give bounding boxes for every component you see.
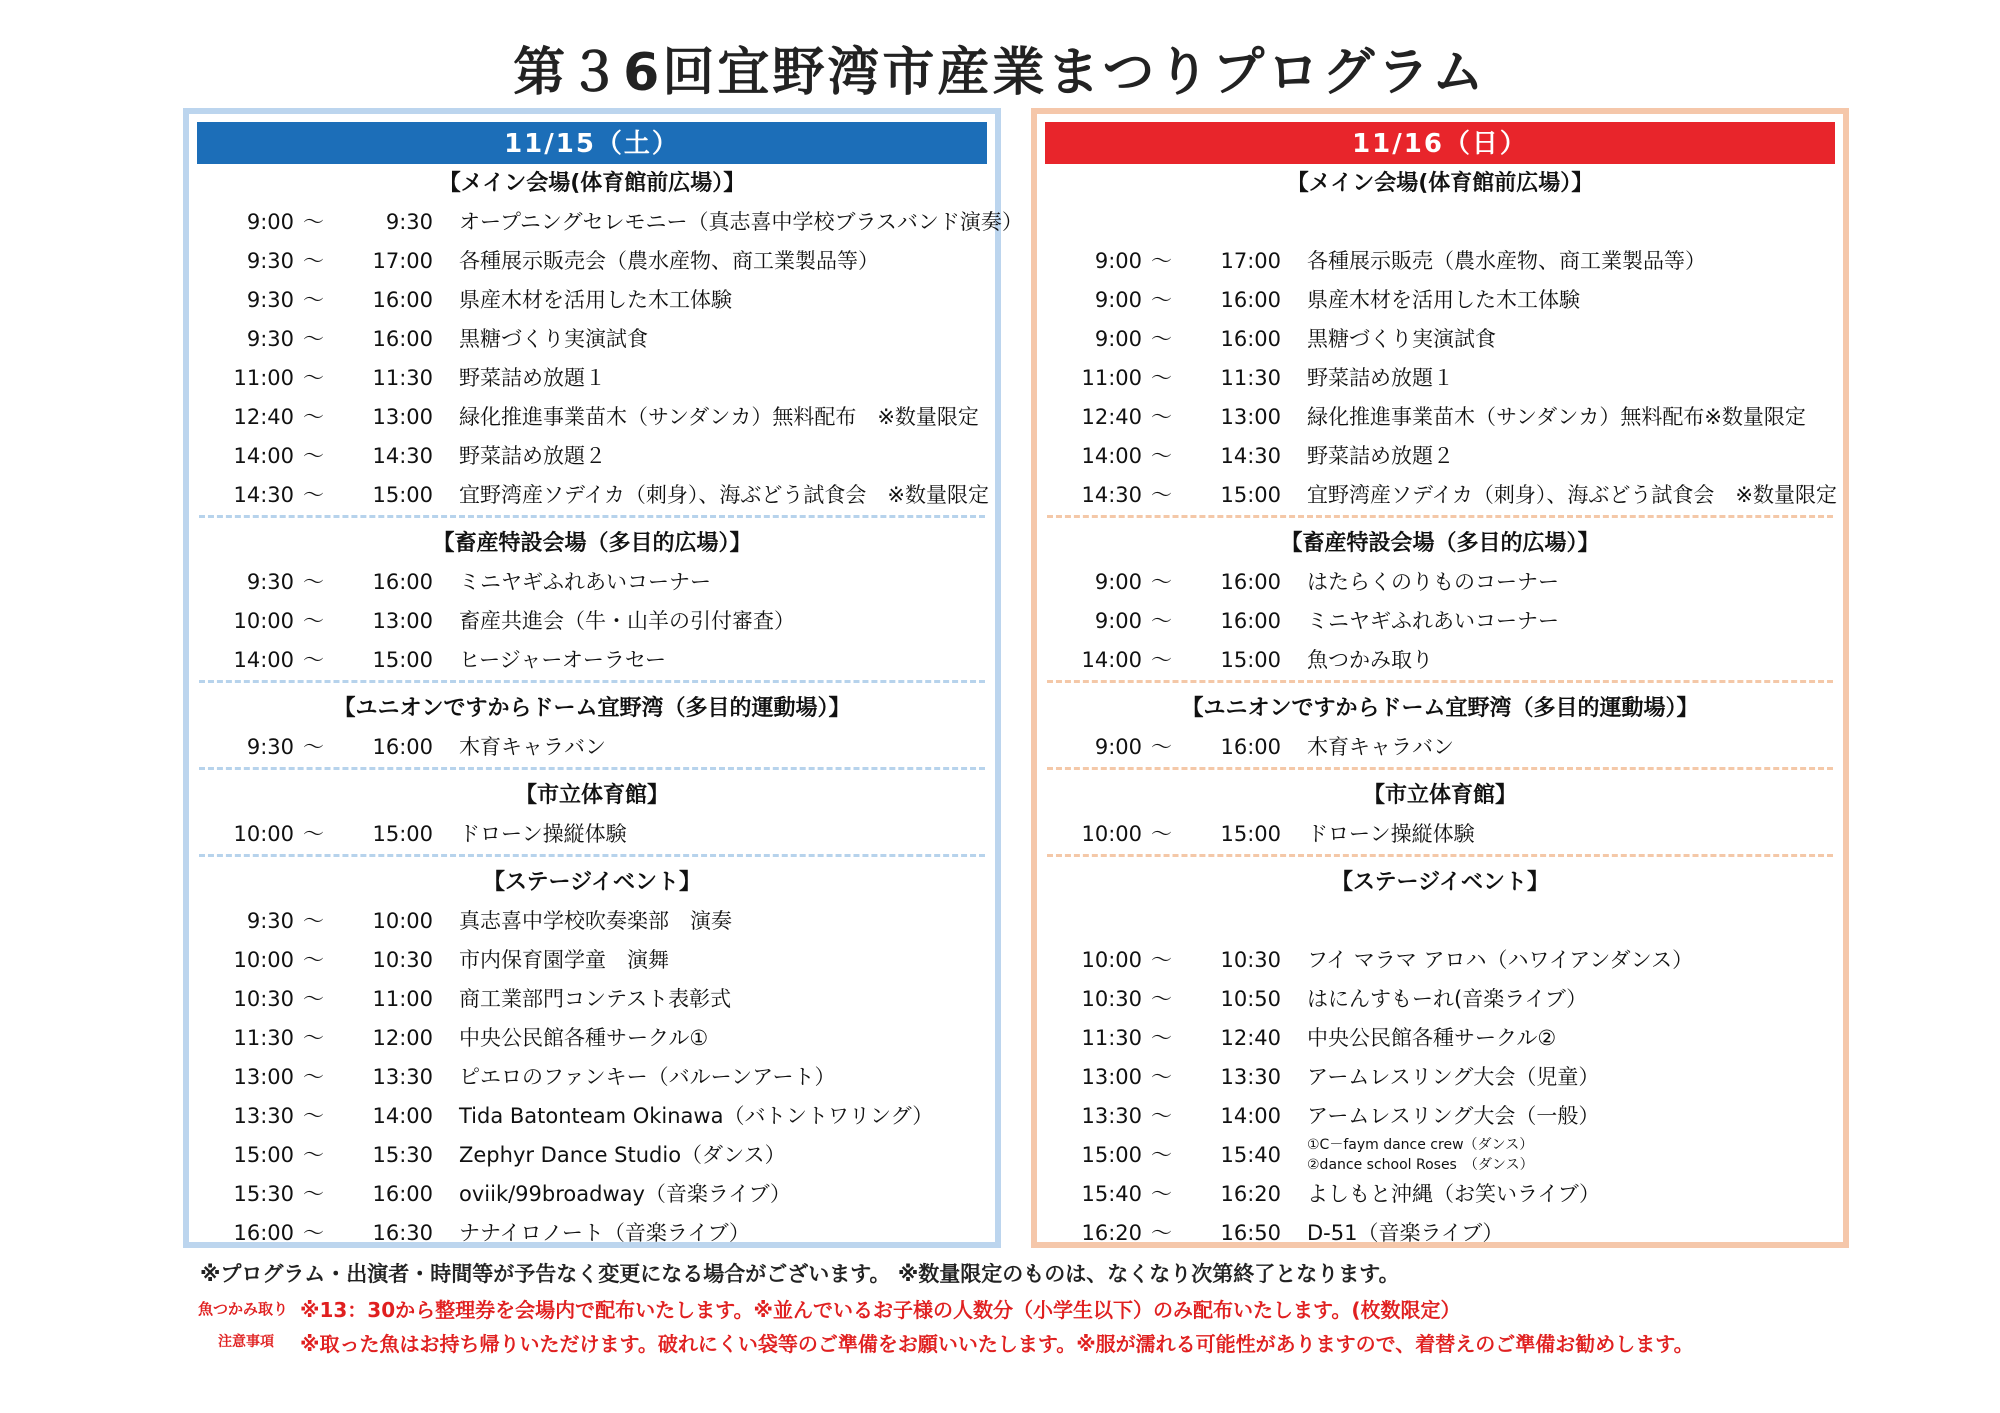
start-time: 10:00 xyxy=(1081,822,1142,846)
schedule-row xyxy=(189,602,995,641)
time-separator: ～ xyxy=(1151,327,1172,351)
event-name: 野菜詰め放題２ xyxy=(459,444,606,468)
start-time: 9:30 xyxy=(246,909,294,933)
venue-header: 【ユニオンですからドーム宜野湾（多目的運動場）】 xyxy=(333,696,851,721)
event-name: 中央公民館各種サークル② xyxy=(1307,1026,1557,1050)
end-time: 16:00 xyxy=(1220,288,1281,312)
start-time: 15:00 xyxy=(1081,1143,1142,1167)
time-separator: ～ xyxy=(303,909,324,933)
event-name: 畜産共進会（牛・山羊の引付審査） xyxy=(459,609,795,633)
event-name: 野菜詰め放題１ xyxy=(1307,366,1454,390)
end-time: 9:30 xyxy=(385,210,433,234)
venue-separator xyxy=(199,854,985,863)
end-time: 15:00 xyxy=(1220,483,1281,507)
event-name: オープニングセレモニー（真志喜中学校ブラスバンド演奏） xyxy=(459,210,1023,234)
venue-header: 【メイン会場(体育館前広場）】 xyxy=(1286,171,1594,196)
schedule-row xyxy=(1037,1097,1843,1136)
event-name: ヒージャーオーラセー xyxy=(459,648,667,672)
venue-separator xyxy=(1047,515,1833,524)
schedule-row xyxy=(189,437,995,476)
start-time: 13:30 xyxy=(1081,1104,1142,1128)
schedule-row xyxy=(189,1175,995,1214)
schedule-row xyxy=(189,728,995,767)
time-separator: ～ xyxy=(303,735,324,759)
event-name: ドローン操縦体験 xyxy=(459,822,627,846)
end-time: 15:00 xyxy=(1220,648,1281,672)
event-name: 緑化推進事業苗木（サンダンカ）無料配布※数量限定 xyxy=(1307,405,1806,429)
event-name: ミニヤギふれあいコーナー xyxy=(459,570,711,594)
time-separator: ～ xyxy=(1151,1104,1172,1128)
start-time: 14:30 xyxy=(233,483,294,507)
start-time: 10:00 xyxy=(1081,948,1142,972)
start-time: 13:30 xyxy=(233,1104,294,1128)
schedule-row xyxy=(189,242,995,281)
schedule-row xyxy=(1037,359,1843,398)
time-separator: ～ xyxy=(303,648,324,672)
event-name: 県産木材を活用した木工体験 xyxy=(459,288,732,312)
schedule-row xyxy=(1037,641,1843,680)
time-separator: ～ xyxy=(1151,987,1172,1011)
time-separator: ～ xyxy=(1151,249,1172,273)
schedule-row xyxy=(189,563,995,602)
end-time: 10:50 xyxy=(1220,987,1281,1011)
event-name: 緑化推進事業苗木（サンダンカ）無料配布 ※数量限定 xyxy=(459,405,979,429)
time-separator: ～ xyxy=(1151,1065,1172,1089)
time-separator: ～ xyxy=(1151,1182,1172,1206)
event-name: 各種展示販売会（農水産物、商工業製品等） xyxy=(459,249,879,273)
venue-header: 【メイン会場(体育館前広場）】 xyxy=(438,171,746,196)
event-name: 野菜詰め放題２ xyxy=(1307,444,1454,468)
event-name: 木育キャラバン xyxy=(459,735,606,759)
end-time: 13:30 xyxy=(372,1065,433,1089)
day1-date-bar: 11/15（土） xyxy=(197,122,987,164)
venue-header: 【ステージイベント】 xyxy=(1330,870,1550,895)
end-time: 11:30 xyxy=(372,366,433,390)
end-time: 16:00 xyxy=(1220,327,1281,351)
time-separator: ～ xyxy=(1151,609,1172,633)
schedule-row xyxy=(189,902,995,941)
event-name: はたらくのりものコーナー xyxy=(1307,570,1559,594)
schedule-row xyxy=(1037,815,1843,854)
notice-text: ※プログラム・出演者・時間等が予告なく変更になる場合がございます。 ※数量限定のものは、なくなり次第終了となります。 xyxy=(200,1262,1400,1286)
schedule-row xyxy=(1037,1175,1843,1214)
time-separator: ～ xyxy=(1151,648,1172,672)
start-time: 10:30 xyxy=(233,987,294,1011)
time-separator: ～ xyxy=(1151,735,1172,759)
end-time: 14:00 xyxy=(1220,1104,1281,1128)
event-name: 宜野湾産ソデイカ（刺身）、海ぶどう試食会 ※数量限定 xyxy=(1307,483,1837,507)
time-separator: ～ xyxy=(303,1221,324,1245)
schedule-row xyxy=(189,320,995,359)
end-time: 16:30 xyxy=(372,1221,433,1245)
start-time: 13:00 xyxy=(1081,1065,1142,1089)
venue-header: 【市立体育館】 xyxy=(1362,783,1517,808)
venue-header: 【市立体育館】 xyxy=(514,783,669,808)
event-name: ミニヤギふれあいコーナー xyxy=(1307,609,1559,633)
event-name: 宜野湾産ソデイカ（刺身）、海ぶどう試食会 ※数量限定 xyxy=(459,483,989,507)
time-separator: ～ xyxy=(1151,366,1172,390)
schedule-row xyxy=(1037,281,1843,320)
schedule-row xyxy=(1037,398,1843,437)
start-time: 9:30 xyxy=(246,288,294,312)
venue-separator xyxy=(1047,680,1833,689)
schedule-row xyxy=(1037,320,1843,359)
day2-schedule xyxy=(1037,164,1843,1253)
start-time: 16:20 xyxy=(1081,1221,1142,1245)
schedule-row xyxy=(1037,563,1843,602)
time-separator: ～ xyxy=(1151,1026,1172,1050)
time-separator: ～ xyxy=(1151,948,1172,972)
schedule-row xyxy=(189,1019,995,1058)
fish-notice-label: 魚つかみ取り xyxy=(198,1300,289,1318)
start-time: 9:00 xyxy=(246,210,294,234)
schedule-row xyxy=(189,203,1023,242)
venue-separator xyxy=(1047,854,1833,863)
fish-notice-label-2: 注意事項 xyxy=(218,1334,274,1350)
start-time: 9:00 xyxy=(1094,249,1142,273)
blank-row xyxy=(1037,902,1843,941)
schedule-row xyxy=(189,1136,995,1175)
end-time: 16:00 xyxy=(372,570,433,594)
schedule-row xyxy=(189,1097,995,1136)
time-separator: ～ xyxy=(303,327,324,351)
time-separator: ～ xyxy=(303,405,324,429)
event-name: 県産木材を活用した木工体験 xyxy=(1307,288,1580,312)
schedule-row xyxy=(189,1214,995,1253)
time-separator: ～ xyxy=(303,570,324,594)
end-time: 16:00 xyxy=(372,288,433,312)
day2-date-bar: 11/16（日） xyxy=(1045,122,1835,164)
time-separator: ～ xyxy=(1151,288,1172,312)
event-name: 黒糖づくり実演試食 xyxy=(1307,327,1496,351)
time-separator: ～ xyxy=(1151,405,1172,429)
venue-header: 【ユニオンですからドーム宜野湾（多目的運動場）】 xyxy=(1181,696,1699,721)
day1-schedule xyxy=(189,164,1023,1253)
time-separator: ～ xyxy=(1151,822,1172,846)
schedule-row xyxy=(1037,941,1843,980)
end-time: 10:00 xyxy=(372,909,433,933)
start-time: 10:00 xyxy=(233,948,294,972)
event-name: Zephyr Dance Studio（ダンス） xyxy=(459,1143,786,1167)
event-name: ①C－faym dance crew（ダンス） xyxy=(1307,1137,1534,1153)
start-time: 14:00 xyxy=(1081,444,1142,468)
schedule-row xyxy=(1037,602,1843,641)
event-name: 中央公民館各種サークル① xyxy=(459,1026,709,1050)
schedule-row xyxy=(1037,437,1843,476)
start-time: 9:00 xyxy=(1094,570,1142,594)
time-separator: ～ xyxy=(303,1026,324,1050)
end-time: 14:30 xyxy=(372,444,433,468)
event-name: よしもと沖縄（お笑いライブ） xyxy=(1307,1182,1600,1206)
event-name: アームレスリング大会（児童） xyxy=(1307,1065,1600,1089)
start-time: 9:30 xyxy=(246,249,294,273)
start-time: 13:00 xyxy=(233,1065,294,1089)
time-separator: ～ xyxy=(1151,1221,1172,1245)
start-time: 9:00 xyxy=(1094,288,1142,312)
schedule-row xyxy=(1037,728,1843,767)
time-separator: ～ xyxy=(303,1065,324,1089)
start-time: 9:30 xyxy=(246,735,294,759)
event-name: フイ マラマ アロハ（ハワイアンダンス） xyxy=(1307,948,1694,972)
schedule-row xyxy=(189,359,995,398)
end-time: 11:00 xyxy=(372,987,433,1011)
end-time: 17:00 xyxy=(1220,249,1281,273)
event-name: Tida Batonteam Okinawa（バトントワリング） xyxy=(459,1104,934,1128)
start-time: 16:00 xyxy=(233,1221,294,1245)
event-name: ナナイロノート（音楽ライブ） xyxy=(459,1221,750,1245)
end-time: 16:50 xyxy=(1220,1221,1281,1245)
end-time: 11:30 xyxy=(1220,366,1281,390)
start-time: 9:00 xyxy=(1094,609,1142,633)
start-time: 12:40 xyxy=(1081,405,1142,429)
end-time: 10:30 xyxy=(1220,948,1281,972)
schedule-row xyxy=(189,980,995,1019)
schedule-row xyxy=(1037,1214,1843,1253)
start-time: 14:30 xyxy=(1081,483,1142,507)
schedule-row xyxy=(1037,1058,1843,1097)
time-separator: ～ xyxy=(303,288,324,312)
start-time: 14:00 xyxy=(233,444,294,468)
venue-header: 【畜産特設会場（多目的広場）】 xyxy=(1280,531,1600,556)
event-name: ドローン操縦体験 xyxy=(1307,822,1475,846)
day1-panel xyxy=(183,108,1023,1248)
start-time: 9:00 xyxy=(1094,327,1142,351)
event-name: oviik/99broadway（音楽ライブ） xyxy=(459,1182,791,1206)
end-time: 12:00 xyxy=(372,1026,433,1050)
end-time: 13:30 xyxy=(1220,1065,1281,1089)
schedule-row xyxy=(189,941,995,980)
day2-panel xyxy=(1031,108,1849,1248)
event-name: アームレスリング大会（一般） xyxy=(1307,1104,1600,1128)
schedule-row xyxy=(189,815,995,854)
event-name-2: ②dance school Roses （ダンス） xyxy=(1307,1157,1534,1173)
event-name: 木育キャラバン xyxy=(1307,735,1454,759)
start-time: 10:00 xyxy=(233,822,294,846)
schedule-row xyxy=(189,641,995,680)
time-separator: ～ xyxy=(1151,483,1172,507)
start-time: 9:00 xyxy=(1094,735,1142,759)
schedule-row xyxy=(189,281,995,320)
end-time: 15:40 xyxy=(1220,1143,1281,1167)
event-name: 真志喜中学校吹奏楽部 演奏 xyxy=(459,909,732,933)
time-separator: ～ xyxy=(303,822,324,846)
time-separator: ～ xyxy=(303,609,324,633)
time-separator: ～ xyxy=(303,210,324,234)
start-time: 9:30 xyxy=(246,327,294,351)
schedule-row xyxy=(1037,1019,1843,1058)
end-time: 16:20 xyxy=(1220,1182,1281,1206)
start-time: 11:00 xyxy=(233,366,294,390)
venue-header: 【畜産特設会場（多目的広場）】 xyxy=(432,531,752,556)
event-name: 魚つかみ取り xyxy=(1307,648,1433,672)
schedule-row xyxy=(1037,1136,1843,1175)
event-name: 黒糖づくり実演試食 xyxy=(459,327,648,351)
end-time: 16:00 xyxy=(372,1182,433,1206)
start-time: 11:00 xyxy=(1081,366,1142,390)
end-time: 16:00 xyxy=(372,735,433,759)
event-name: 市内保育園学童 演舞 xyxy=(459,948,669,972)
schedule-row xyxy=(189,476,995,515)
venue-separator xyxy=(199,680,985,689)
start-time: 12:40 xyxy=(233,405,294,429)
schedule-row xyxy=(189,1058,995,1097)
time-separator: ～ xyxy=(303,1104,324,1128)
event-name: はにんすもーれ(音楽ライブ） xyxy=(1307,987,1588,1011)
end-time: 14:00 xyxy=(372,1104,433,1128)
schedule-row xyxy=(1037,980,1843,1019)
start-time: 15:40 xyxy=(1081,1182,1142,1206)
fish-notice-line-2: ※取った魚はお持ち帰りいただけます。破れにくい袋等のご準備をお願いいたします。※服が濡れる可能性がありますので、着替えのご準備お勧めします。 xyxy=(300,1332,1694,1356)
event-name: D-51（音楽ライブ） xyxy=(1307,1221,1504,1245)
start-time: 14:00 xyxy=(1081,648,1142,672)
time-separator: ～ xyxy=(1151,570,1172,594)
end-time: 15:00 xyxy=(372,483,433,507)
time-separator: ～ xyxy=(303,987,324,1011)
end-time: 15:30 xyxy=(372,1143,433,1167)
page-title: 第３6回宜野湾市産業まつりプログラム xyxy=(513,43,1487,103)
end-time: 13:00 xyxy=(372,609,433,633)
schedule-row xyxy=(1037,242,1843,281)
end-time: 16:00 xyxy=(1220,735,1281,759)
event-name: ピエロのファンキー（バルーンアート） xyxy=(459,1065,836,1089)
start-time: 15:00 xyxy=(233,1143,294,1167)
time-separator: ～ xyxy=(303,1182,324,1206)
end-time: 10:30 xyxy=(372,948,433,972)
start-time: 15:30 xyxy=(233,1182,294,1206)
start-time: 9:30 xyxy=(246,570,294,594)
end-time: 12:40 xyxy=(1220,1026,1281,1050)
end-time: 15:00 xyxy=(1220,822,1281,846)
venue-separator xyxy=(199,515,985,524)
schedule-row xyxy=(189,398,995,437)
start-time: 10:30 xyxy=(1081,987,1142,1011)
venue-separator xyxy=(1047,767,1833,776)
start-time: 11:30 xyxy=(233,1026,294,1050)
end-time: 15:00 xyxy=(372,822,433,846)
time-separator: ～ xyxy=(1151,444,1172,468)
end-time: 13:00 xyxy=(372,405,433,429)
time-separator: ～ xyxy=(303,249,324,273)
time-separator: ～ xyxy=(303,483,324,507)
time-separator: ～ xyxy=(303,1143,324,1167)
event-name: 商工業部門コンテスト表彰式 xyxy=(459,987,732,1011)
venue-header: 【ステージイベント】 xyxy=(482,870,702,895)
event-name-multi xyxy=(1307,1135,1534,1175)
end-time: 15:00 xyxy=(372,648,433,672)
end-time: 13:00 xyxy=(1220,405,1281,429)
start-time: 14:00 xyxy=(233,648,294,672)
time-separator: ～ xyxy=(1151,1143,1172,1167)
schedule-row xyxy=(1037,476,1843,515)
event-name: 各種展示販売（農水産物、商工業製品等） xyxy=(1307,249,1706,273)
time-separator: ～ xyxy=(303,366,324,390)
end-time: 17:00 xyxy=(372,249,433,273)
start-time: 10:00 xyxy=(233,609,294,633)
venue-separator xyxy=(199,767,985,776)
event-name: 野菜詰め放題１ xyxy=(459,366,606,390)
blank-row xyxy=(1037,203,1843,242)
time-separator: ～ xyxy=(303,444,324,468)
end-time: 16:00 xyxy=(372,327,433,351)
end-time: 14:30 xyxy=(1220,444,1281,468)
start-time: 11:30 xyxy=(1081,1026,1142,1050)
fish-notice-line-1: ※13：30から整理券を会場内で配布いたします。※並んでいるお子様の人数分（小学生以下）のみ配布いたします。(枚数限定） xyxy=(300,1298,1461,1322)
end-time: 16:00 xyxy=(1220,609,1281,633)
time-separator: ～ xyxy=(303,948,324,972)
end-time: 16:00 xyxy=(1220,570,1281,594)
